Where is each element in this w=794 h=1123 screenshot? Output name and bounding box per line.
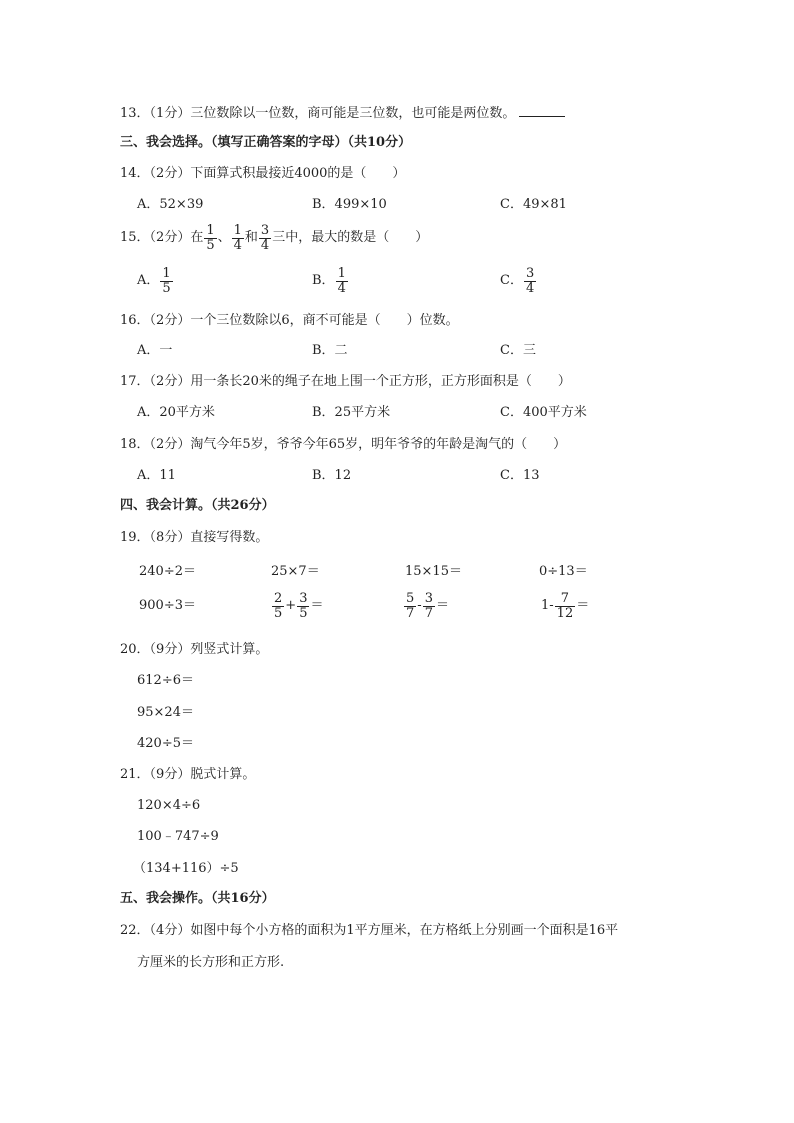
fraction-one-quarter: $\frac{1}{4}$: [233, 222, 242, 253]
section-3-title: 三、我会选择。（填写正确答案的字母）（共10分）: [120, 135, 412, 150]
question-16-option-b[interactable]: B．二: [312, 343, 348, 358]
question-17-option-c[interactable]: C．400平方米: [500, 405, 587, 420]
question-16-option-c[interactable]: C．三: [500, 343, 536, 358]
calc-item: 25×7＝: [271, 564, 320, 579]
question-18-option-b[interactable]: B．12: [312, 468, 352, 483]
stepwise-calc-item: 120×4÷6: [137, 798, 201, 813]
fraction-one-fifth: $\frac{1}{5}$: [206, 222, 215, 253]
question-13: [120, 104, 565, 122]
question-15-suffix: 三中，最大的数是（ ）: [272, 230, 429, 245]
question-15-option-b[interactable]: B． $\frac{1}{4}$: [312, 265, 346, 296]
question-17-option-a[interactable]: A．20平方米: [137, 405, 215, 420]
question-17-stem: 17．（2分）用一条长20米的绳子在地上围一个正方形，正方形面积是（ ）: [120, 374, 571, 389]
fraction: $\frac{1}{5}$: [162, 265, 171, 296]
calc-item: 0÷13＝: [539, 564, 588, 579]
separator: 、: [217, 230, 231, 245]
question-22-line-1: 22．（4分）如图中每个小方格的面积为1平方厘米，在方格纸上分别画一个面积是16平: [120, 923, 619, 938]
section-5-title: 五、我会操作。（共16分）: [120, 891, 275, 906]
question-18-option-a[interactable]: A．11: [137, 468, 176, 483]
question-15-prefix: 15．（2分）在: [120, 230, 204, 245]
fraction: $\frac{3}{4}$: [525, 265, 535, 296]
question-20-stem: 20．（9分）列竖式计算。: [120, 642, 269, 657]
separator: 和: [244, 230, 258, 245]
calc-item: 240÷2＝: [139, 564, 196, 579]
question-15-option-a[interactable]: A． $\frac{1}{5}$: [137, 265, 171, 296]
question-21-stem: 21．（9分）脱式计算。: [120, 767, 256, 782]
question-19-stem: 19．（8分）直接写得数。: [120, 530, 269, 545]
section-4-title: 四、我会计算。（共26分）: [120, 498, 275, 513]
question-22-line-2: 方厘米的长方形和正方形.: [137, 955, 285, 970]
vertical-calc-item: 420÷5＝: [137, 736, 194, 751]
calc-item-fraction-add: $\frac{2}{5}$ + $\frac{3}{5}$ ＝: [274, 590, 324, 621]
calc-item: 900÷3＝: [139, 598, 196, 613]
question-13-text: 13．（1分）三位数除以一位数，商可能是三位数，也可能是两位数。: [120, 106, 516, 121]
stepwise-calc-item: （134+116）÷5: [133, 861, 239, 876]
question-14-option-a[interactable]: A．52×39: [137, 197, 204, 212]
question-15-stem: [120, 222, 428, 255]
question-16-option-a[interactable]: A．一: [137, 343, 173, 358]
question-15-option-c[interactable]: C． $\frac{3}{4}$: [500, 265, 535, 296]
answer-blank[interactable]: [519, 104, 565, 117]
vertical-calc-item: 95×24＝: [137, 705, 194, 720]
fraction-three-quarters: $\frac{3}{4}$: [260, 222, 270, 253]
fraction: $\frac{1}{4}$: [337, 265, 346, 296]
question-18-stem: 18．（2分）淘气今年5岁，爷爷今年65岁，明年爷爷的年龄是淘气的（ ）: [120, 437, 567, 452]
calc-item: 15×15＝: [405, 564, 462, 579]
question-18-option-c[interactable]: C．13: [500, 468, 540, 483]
question-14-option-b[interactable]: B．499×10: [312, 197, 387, 212]
stepwise-calc-item: 100﹣747÷9: [137, 829, 219, 844]
vertical-calc-item: 612÷6＝: [137, 673, 194, 688]
calc-item-one-minus-fraction: 1- $\frac{7}{12}$ ＝: [541, 590, 590, 621]
question-17-option-b[interactable]: B．25平方米: [312, 405, 391, 420]
question-14-option-c[interactable]: C．49×81: [500, 197, 567, 212]
question-16-stem: 16．（2分）一个三位数除以6，商不可能是（ ）位数。: [120, 313, 459, 328]
calc-item-fraction-subtract: $\frac{5}{7}$ - $\frac{3}{7}$ ＝: [406, 590, 449, 621]
question-14-stem: 14．（2分）下面算式积最接近4000的是（ ）: [120, 166, 406, 181]
